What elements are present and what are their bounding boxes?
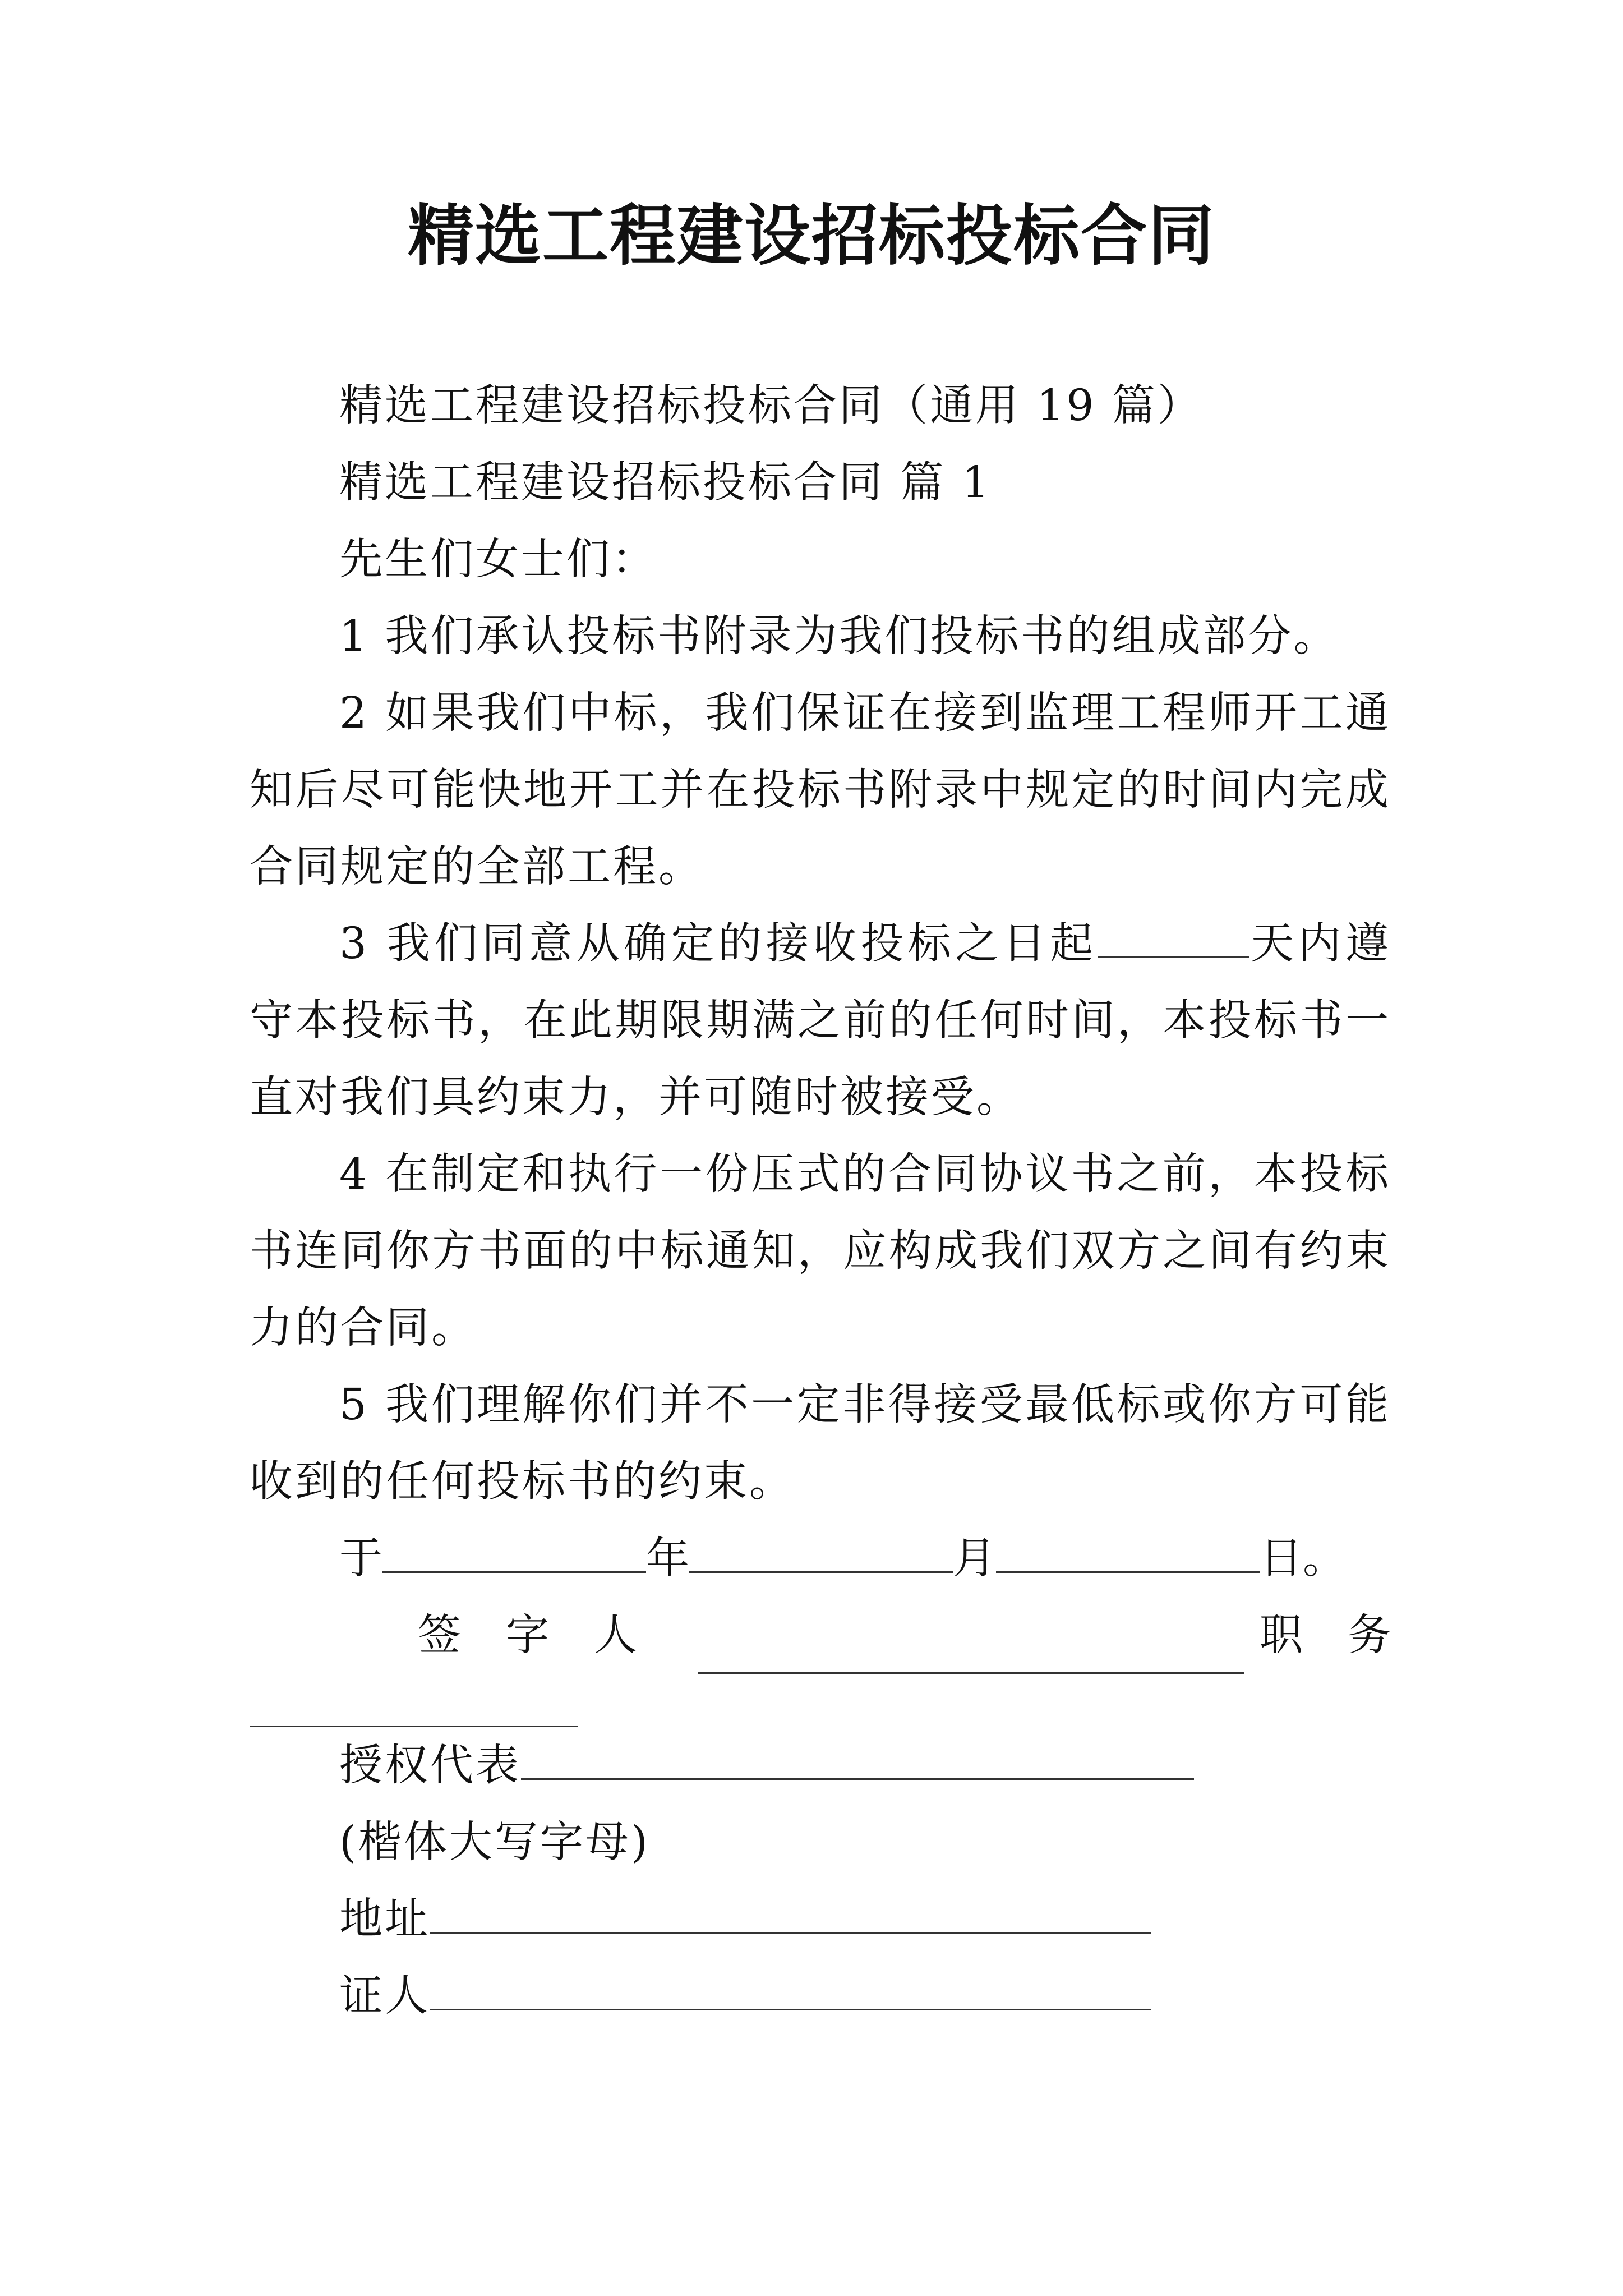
signature-line	[250, 1597, 1436, 1674]
paragraph-clause-2: 2 如果我们中标，我们保证在接到监理工程师开工通知后尽可能快地开工并在投标书附录中规定的时间内完成合同规定的全部工程。	[250, 688, 1391, 892]
document-body	[250, 367, 1436, 2035]
document-title: 精选工程建设招标投标合同	[407, 196, 1215, 274]
clause-3-part-b: 天内遵守本投标书，在此期限期满之前的任何时间，本投标书一直对我们具约束力，并可随时被接受。	[250, 919, 1391, 1122]
witness-field	[250, 1958, 1391, 2035]
year-blank-line	[382, 1538, 646, 1573]
paragraph-salutation: 先生们女士们：	[339, 535, 657, 585]
paragraph-chapter-heading: 精选工程建设招标投标合同 篇 1	[339, 458, 992, 508]
witness-label: 证人	[339, 1971, 430, 2021]
days-blank-line	[1098, 923, 1249, 958]
day-blank-line	[996, 1538, 1260, 1573]
authorized-rep-blank-line	[521, 1745, 1194, 1780]
signer-blank-line	[698, 1639, 1244, 1674]
date-prefix: 于	[339, 1534, 382, 1584]
position-label: 职务	[1260, 1611, 1436, 1660]
position-blank-line	[250, 1686, 578, 1727]
paragraph-collection-title: 精选工程建设招标投标合同（通用 19 篇）	[339, 381, 1203, 431]
paragraph-clause-5: 5 我们理解你们并不一定非得接受最低标或你方可能收到的任何投标书的约束。	[250, 1380, 1391, 1507]
month-blank-line	[689, 1538, 953, 1573]
authorized-rep-field	[250, 1727, 1391, 1804]
paragraph-clause-3	[250, 905, 1391, 1136]
day-label: 日。	[1260, 1534, 1346, 1584]
year-label: 年	[646, 1534, 689, 1584]
address-blank-line	[430, 1898, 1151, 1934]
address-label: 地址	[339, 1894, 430, 1944]
paragraph-clause-4: 4 在制定和执行一份压式的合同协议书之前，本投标书连同你方书面的中标通知，应构成我们双方之间有约束力的合同。	[250, 1149, 1391, 1353]
date-line	[250, 1520, 1391, 1597]
month-label: 月	[953, 1534, 996, 1584]
paragraph-clause-1: 1 我们承认投标书附录为我们投标书的组成部分。	[339, 611, 1339, 661]
address-field	[250, 1881, 1391, 1958]
block-capitals-note: (楷体大写字母)	[339, 1818, 651, 1867]
signer-label: 签字人	[418, 1611, 682, 1660]
authorized-rep-label: 授权代表	[339, 1741, 521, 1791]
clause-3-part-a: 3 我们同意从确定的接收投标之日起	[339, 919, 1098, 969]
witness-blank-line	[430, 1975, 1151, 2010]
